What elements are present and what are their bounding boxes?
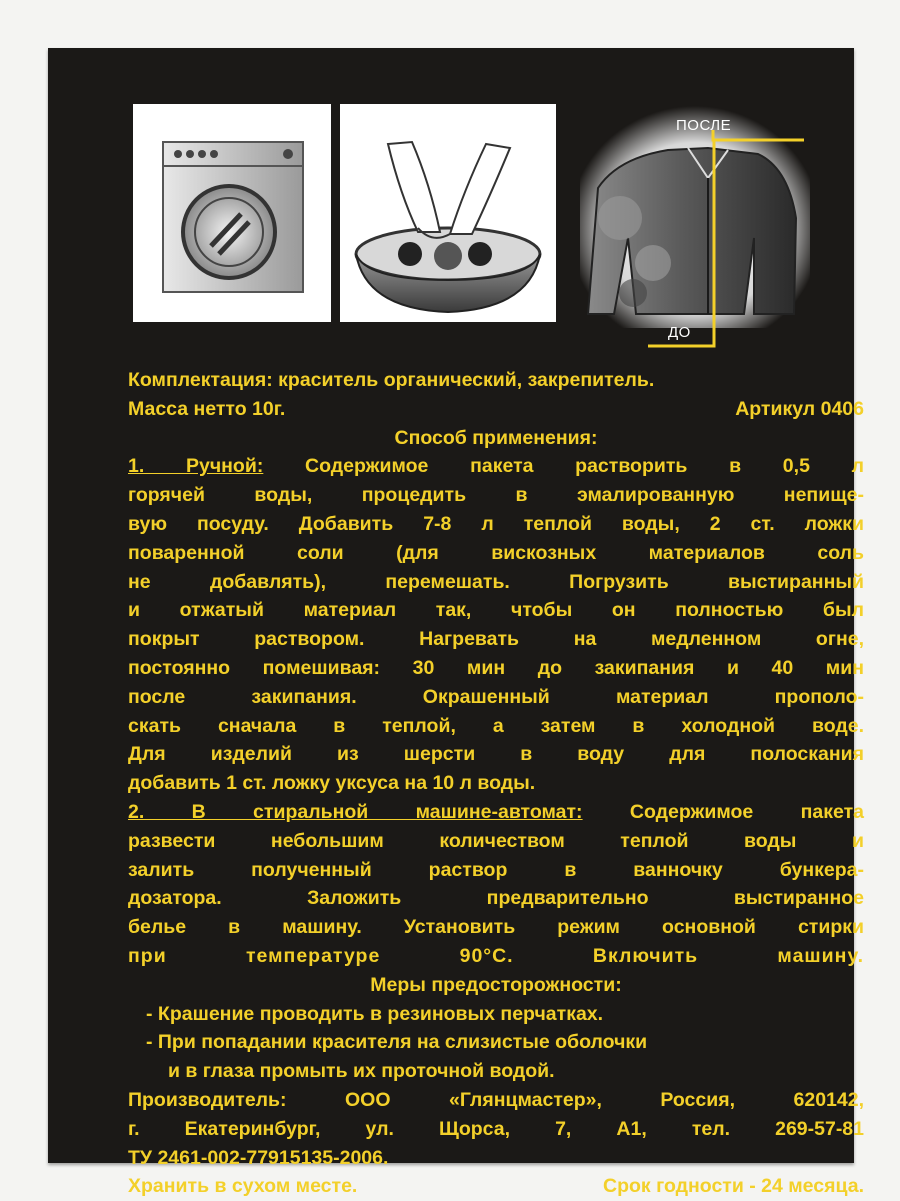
- manual-title: 1. Ручной:: [128, 455, 264, 478]
- composition-line: Комплектация: краситель органический, закрепитель.: [128, 369, 655, 391]
- manual-line-0: [128, 452, 864, 481]
- manual-line-7: постоянно помешивая: 30 мин до закипания и 40 мин: [128, 656, 864, 679]
- manufacturer-line-3: ТУ 2461-002-77915135-2006.: [128, 1146, 389, 1169]
- shelf-life: Срок годности - 24 месяца.: [603, 1175, 864, 1198]
- article-number: Артикул 0406: [735, 397, 864, 420]
- manual-line-2: вую посуду. Добавить 7-8 л теплой воды, 2 ст. ложки: [128, 512, 864, 535]
- precaution-item-2-cont: и в глаза промыть их проточной водой.: [168, 1060, 555, 1083]
- manufacturer-line-1: Производитель: ООО «Глянцмастер», Россия, 620142,: [128, 1088, 864, 1111]
- manual-line-9: скать сначала в теплой, а затем в холодной воде.: [128, 714, 864, 737]
- manual-line-10: Для изделий из шерсти в воду для полоскания: [128, 743, 864, 766]
- manual-text-0: Содержимое пакета растворить в 0,5 л: [263, 455, 865, 478]
- precaution-item-2: - При попадании красителя на слизистые оболочки: [146, 1031, 648, 1054]
- manual-line-8: после закипания. Окрашенный материал прополо-: [128, 685, 864, 708]
- auto-line-4: белье в машину. Установить режим основной стирки: [128, 916, 864, 939]
- auto-line-3: дозатора. Заложить предварительно выстиранное: [128, 887, 864, 910]
- net-mass: Масса нетто 10г.: [128, 397, 286, 420]
- manual-line-6: покрыт раствором. Нагревать на медленном огне,: [128, 628, 864, 651]
- manual-line-4: не добавлять), перемешать. Погрузить выстиранный: [128, 570, 864, 593]
- mass-article-row: [128, 395, 864, 424]
- after-label: ПОСЛЕ: [676, 117, 732, 134]
- manual-line-5: и отжатый материал так, чтобы он полностью был: [128, 599, 864, 622]
- method-heading: Способ применения:: [394, 426, 598, 449]
- precaution-item-1: - Крашение проводить в резиновых перчатках.: [146, 1002, 604, 1025]
- auto-line-1: развести небольшим количеством теплой воды и: [128, 829, 864, 852]
- storage-row: [128, 1172, 864, 1201]
- auto-line-0: [128, 798, 864, 827]
- manual-line-11: добавить 1 ст. ложку уксуса на 10 л воды.: [128, 772, 536, 795]
- before-label: ДО: [668, 324, 691, 341]
- auto-line-5: при температуре 90°С. Включить машину.: [128, 944, 864, 967]
- instruction-card: [48, 48, 865, 1198]
- storage-note: Хранить в сухом месте.: [128, 1175, 358, 1198]
- washing-machine-icon: [133, 104, 331, 322]
- auto-text-0: Содержимое пакета: [582, 800, 864, 823]
- manual-line-1: горячей воды, процедить в эмалированную непище-: [128, 484, 864, 507]
- auto-title: 2. В стиральной машине-автомат:: [128, 800, 583, 823]
- manufacturer-line-2: г. Екатеринбург, ул. Щорса, 7, А1, тел. 269-57-81: [128, 1117, 864, 1140]
- hand-wash-basin-icon: [340, 104, 556, 322]
- manual-line-3: поваренной соли (для вискозных материалов соль: [128, 541, 864, 564]
- precautions-heading: Меры предосторожности:: [370, 973, 622, 996]
- auto-line-2: залить полученный раствор в ванночку бункера-: [128, 858, 864, 881]
- instruction-text: [128, 366, 864, 1201]
